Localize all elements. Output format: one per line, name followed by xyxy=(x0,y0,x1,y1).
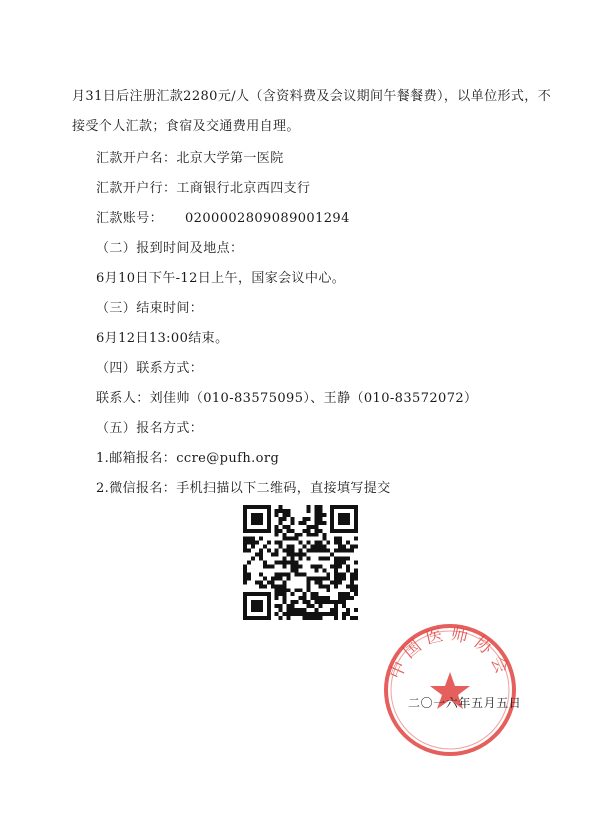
wechat-signup: 2.微信报名：手机扫描以下二维码，直接填写提交 xyxy=(96,481,391,496)
account-line xyxy=(96,210,350,228)
qr-code-icon xyxy=(243,505,358,620)
section2-text: 6月10日下午-12日上午，国家会议中心。 xyxy=(96,271,346,286)
section2-heading: （二）报到时间及地点： xyxy=(96,241,244,256)
organization-seal xyxy=(380,620,520,760)
issue-date: 二〇一六年五月五日 xyxy=(408,696,522,710)
payee-value: 北京大学第一医院 xyxy=(176,151,284,166)
section5-heading: （五）报名方式： xyxy=(96,421,204,436)
email-signup: 1.邮箱报名：ccre@pufh.org xyxy=(96,451,280,466)
seal-text: 中国医师协会 xyxy=(385,624,515,683)
section4-heading: （四）联系方式： xyxy=(96,361,204,376)
bank-value: 工商银行北京西四支行 xyxy=(176,181,311,196)
payee-line xyxy=(96,150,284,168)
fee-text-line-2: 接受个人汇款；食宿及交通费用自理。 xyxy=(72,119,300,134)
bank-line xyxy=(96,180,310,198)
section3-text: 6月12日13:00结束。 xyxy=(96,331,229,346)
account-label: 汇款账号： xyxy=(96,211,164,226)
section3-heading: （三）结束时间： xyxy=(96,301,204,316)
payee-label: 汇款开户名： xyxy=(96,151,177,166)
bank-label: 汇款开户行： xyxy=(96,181,177,196)
section4-text: 联系人：刘佳帅（010-83575095）、王静（010-83572072） xyxy=(96,391,478,406)
fee-text-line-1: 月31日后注册汇款2280元/人（含资料费及会议期间午餐餐费），以单位形式，不 xyxy=(72,89,552,104)
account-value: 0200002809089001294 xyxy=(185,211,350,226)
